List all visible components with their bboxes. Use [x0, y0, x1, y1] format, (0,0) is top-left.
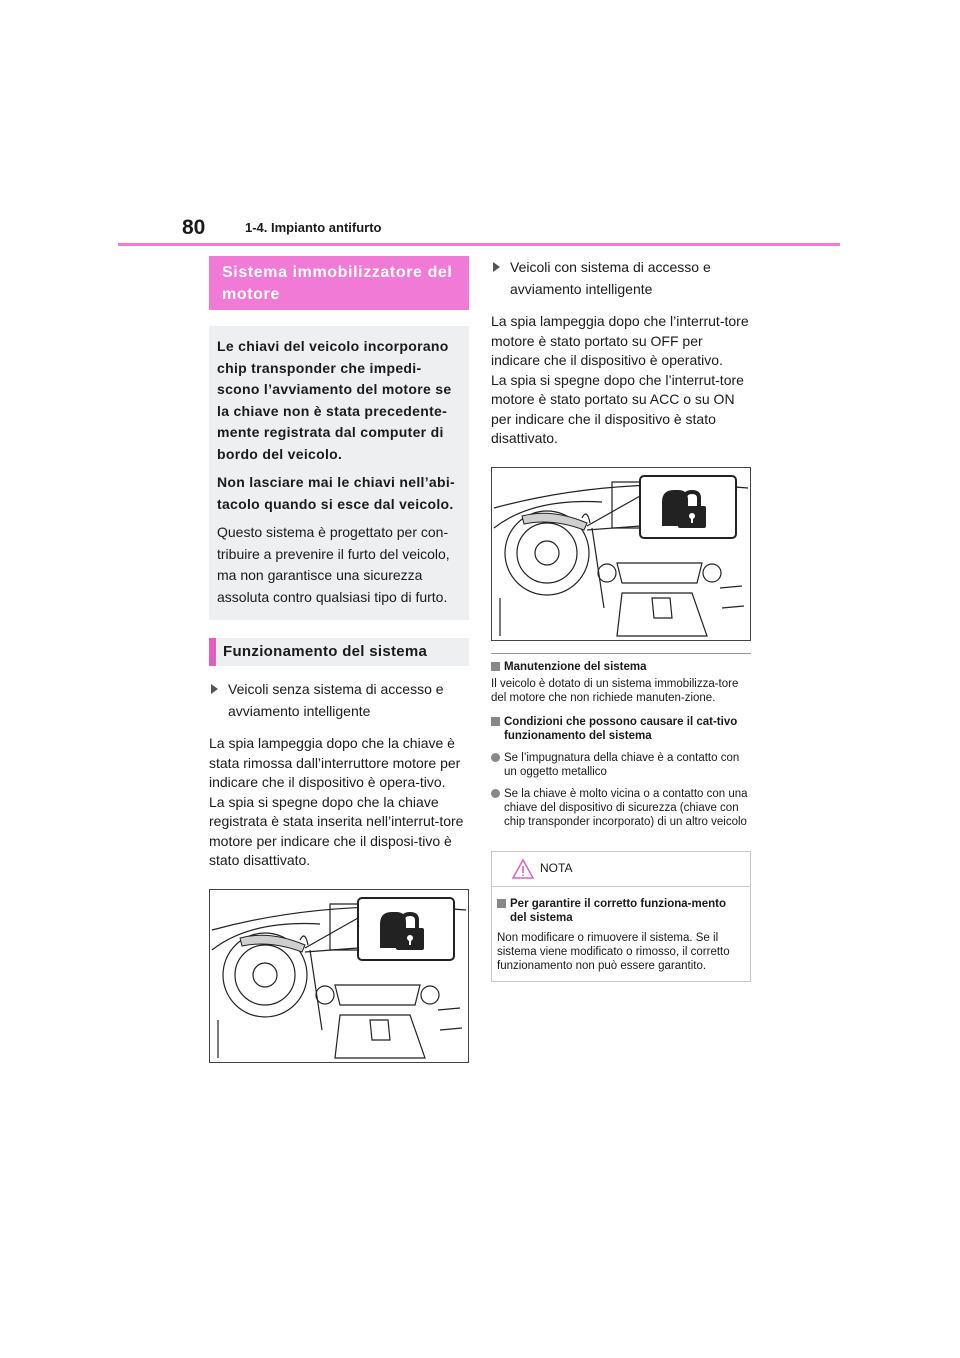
- circle-bullet-icon: [491, 789, 500, 798]
- intro-bold-2: Non lasciare mai le chiavi nell’abi-tacolo quando si esce dal veicolo.: [217, 474, 456, 512]
- body-text: [209, 734, 469, 871]
- dashboard-security-indicator-icon: [210, 890, 468, 1062]
- paragraph: La spia lampeggia dopo che la chiave è stata rimossa dall’interruttore motore per indicare che il dispositivo è opera-tivo.: [209, 735, 461, 790]
- triangle-bullet-icon: [211, 684, 218, 694]
- bullet-label: Veicoli con sistema di accesso e avviamento intelligente: [510, 259, 711, 297]
- body-text: [491, 312, 751, 449]
- paragraph: La spia lampeggia dopo che l’interrut-tore motore è stato portato su OFF per indicare che il dispositivo è operativo.: [491, 313, 749, 368]
- note-text: Non modificare o rimuovere il sistema. Se il sistema viene modificato o rimosso, il corretto funzionamento non può essere garantito.: [497, 931, 730, 972]
- dashboard-illustration: [209, 889, 469, 1063]
- bullet-label: Veicoli senza sistema di accesso e avviamento intelligente: [228, 681, 444, 719]
- title-box: Sistema immobilizzatore del motore: [209, 256, 469, 310]
- condition-item: [491, 751, 751, 779]
- header-rule: [118, 243, 840, 246]
- intro-text: Questo sistema è progettato per con-tribuire a prevenire il furto del veicolo, ma non garantisce una sicurezza assoluta contro qualsiasi tipo di furto.: [217, 524, 450, 605]
- circle-bullet-icon: [491, 753, 500, 762]
- note-label: NOTA: [540, 860, 573, 875]
- maintenance-text: Il veicolo è dotato di un sistema immobilizza-tore del motore che non richiede manuten-zione.: [491, 677, 739, 704]
- dashboard-illustration: [491, 467, 751, 641]
- bullet-with-smart-key: [491, 256, 751, 300]
- heading-label: Manutenzione del sistema: [504, 660, 647, 673]
- note-heading: [497, 897, 744, 925]
- paragraph: La spia si spegne dopo che la chiave registrata è stata inserita nell’interrut-tore motore per indicare che il disposi-tivo è stato disattivato.: [209, 793, 464, 868]
- warning-triangle-icon: [512, 859, 534, 879]
- divider: [491, 653, 751, 654]
- note-body: [492, 887, 750, 981]
- heading-label: Condizioni che possono causare il cat-tivo funzionamento del sistema: [504, 715, 738, 742]
- left-column: [209, 256, 469, 1063]
- square-bullet-icon: [497, 899, 506, 908]
- section-heading: Funzionamento del sistema: [209, 638, 469, 666]
- note-box: [491, 851, 751, 982]
- bullet-without-smart-key: [209, 678, 469, 722]
- intro-box: [209, 326, 469, 620]
- heading-label: Per garantire il corretto funziona-mento del sistema: [510, 897, 726, 924]
- square-bullet-icon: [491, 717, 500, 726]
- dashboard-security-indicator-icon: [492, 468, 750, 640]
- note-header: [492, 852, 750, 887]
- maintenance-heading: [491, 660, 751, 674]
- paragraph: La spia si spegne dopo che l’interrut-tore motore è stato portato su ACC o su ON per indicare che il dispositivo è stato disattivato.: [491, 371, 744, 446]
- triangle-bullet-icon: [493, 262, 500, 272]
- section-title: 1-4. Impianto antifurto: [245, 220, 382, 235]
- condition-item: [491, 787, 751, 829]
- intro-bold-1: Le chiavi del veicolo incorporano chip transponder che impedi-scono l’avviamento del motore se la chiave non è stata precedente-mente registrata dal computer di bordo del veicolo.: [217, 338, 452, 462]
- right-column: [491, 256, 751, 982]
- item-label: Se la chiave è molto vicina o a contatto con una chiave del dispositivo di sicurezza (chiave con chip transponder incorporato) di un altro veicolo: [504, 787, 748, 828]
- item-label: Se l’impugnatura della chiave è a contatto con un oggetto metallico: [504, 751, 740, 778]
- square-bullet-icon: [491, 662, 500, 671]
- page-number: 80: [182, 216, 206, 239]
- conditions-heading: [491, 715, 751, 743]
